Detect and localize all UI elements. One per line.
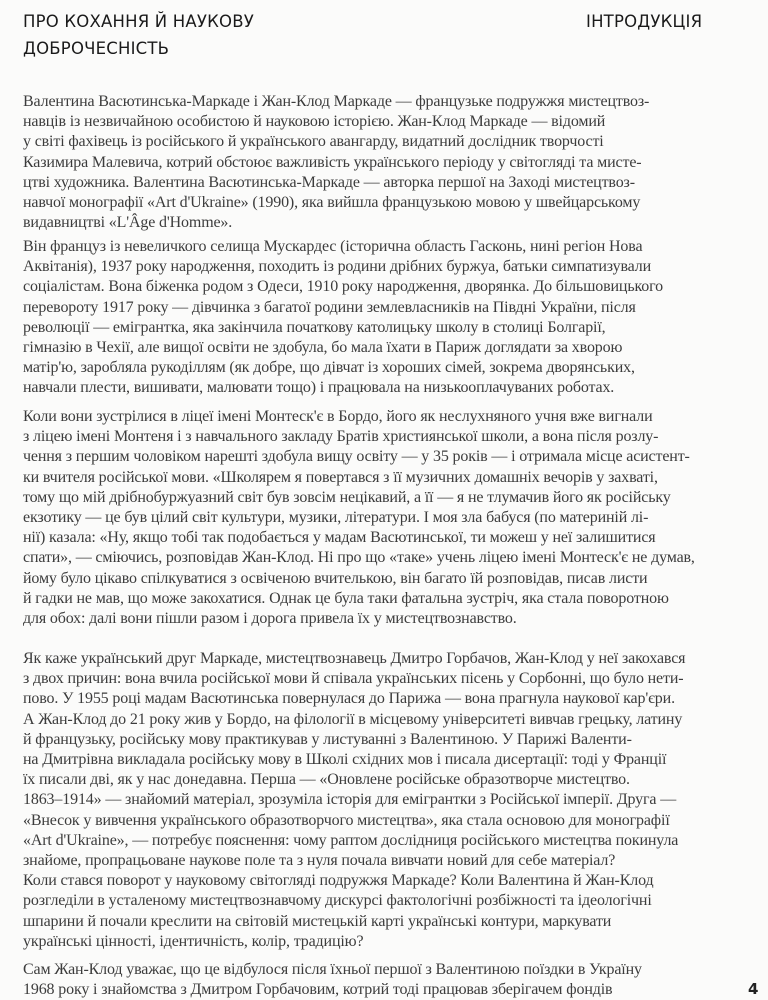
- text-line: видавництві «L'Âge d'Homme».: [23, 214, 233, 232]
- text-line: українські цінності, ідентичність, колір, традицію?: [23, 932, 364, 950]
- paragraph: [23, 237, 743, 399]
- text-line: перевороту 1917 року — дівчинка з багатої родини землевласників на Півдні України, після: [23, 298, 636, 316]
- text-line: «Внесок у вивчення українського образотворчого мистецтва», яка стала основою для монографії: [23, 811, 670, 829]
- text-line: Коли стався поворот у науковому світогляді подружжя Маркаде? Коли Валентина й Жан-Клод: [23, 872, 654, 890]
- text-line: Як каже український друг Маркаде, мистецтвознавець Дмитро Горбачов, Жан-Клод у неї закохався: [23, 650, 686, 667]
- chapter-title: [23, 8, 254, 62]
- text-line: з двох причин: вона вчила російської мови й співала українських пісень у Сорбонні, що було нети-: [23, 670, 684, 688]
- text-line: знайоме, пропрацьоване наукове поле та з нуля почала вивчати новий для себе матеріал?: [23, 852, 616, 870]
- text-line: йому було цікаво спілкуватися з освіченою вчителькою, він багато їй розповідав, писав листи: [23, 569, 648, 587]
- text-line: 1968 року і знайомства з Дмитром Горбачовим, котрий тоді працював зберігачем фондів: [23, 981, 613, 999]
- text-line: ки вчителя російської мови. «Школярем я повертався з її музичних домашніх вечорів у захваті,: [23, 468, 658, 486]
- text-line: цтві художника. Валентина Васютинська-Маркаде — авторка першої на Заході мистецтвоз-: [23, 173, 635, 191]
- text-line: «Art d'Ukraine», — потребує пояснення: чому раптом дослідниця російського мистецтва покинула: [23, 831, 679, 849]
- text-line: пово. У 1955 році мадам Васютинська повернулася до Парижа — вона прагнула наукової кар'єри.: [23, 690, 675, 708]
- text-line: їх писали дві, як у нас донедавна. Перша — «Оновлене російське образотворче мистецтво.: [23, 771, 630, 789]
- chapter-title-line: ДОБРОЧЕСНІСТЬ: [23, 39, 170, 58]
- text-line: А Жан-Клод до 21 року жив у Бордо, на філології в місцевому університеті вивчав грецьку, латину: [23, 710, 683, 728]
- text-line: Коли вони зустрілися в ліцеї імені Монтеск'є в Бордо, його як неслухняного учня вже вигнали: [23, 408, 653, 425]
- text-line: нії) казала: «Ну, якщо тобі так подобається у мадам Васютинської, ти можеш у неї залишитися: [23, 529, 656, 547]
- text-line: соціалістам. Вона біженка родом з Одеси, 1910 року народження, дворянка. До більшовицького: [23, 278, 663, 296]
- text-line: й французьку, російську мову практикував у листуванні з Валентиною. У Парижі Валенти-: [23, 730, 632, 748]
- text-line: тому що мій дрібнобуржуазний світ був зовсім нецікавий, а її — я не тлумачив його як російську: [23, 488, 671, 506]
- text-line: з ліцею імені Монтеня і з навчального закладу Братів християнської школи, а вона після розлу-: [23, 428, 659, 446]
- text-line: розгледіли в усталеному мистецтвознавчому дискурсі фактологічні розбіжності та ідеологічні: [23, 892, 652, 910]
- text-line: 1863–1914» — знайомий матеріал, зрозуміла історія для емігрантки з Російської імперії. Друга —: [23, 791, 677, 809]
- text-line: матір'ю, заробляла рукоділлям (як добре, що дівчат із хороших сімей, зокрема дворянських,: [23, 359, 635, 377]
- text-line: чення з першим чоловіком нарешті здобула вищу освіту — у 35 років — і отримала місце асистент-: [23, 448, 690, 466]
- text-line: для обох: далі вони пішли разом і дорога привела їх у мистецтвознавство.: [23, 610, 517, 628]
- text-line: навців із незвичайною особистою й науковою історією. Жан-Клод Маркаде — відомий: [23, 113, 606, 131]
- text-line: Аквітанія), 1937 року народження, походить із родини дрібних буржуа, батьки симпатизували: [23, 258, 651, 276]
- text-line: й гадки не мав, що може закохатися. Однак це була таки фатальна зустріч, яка стала поворотною: [23, 589, 669, 607]
- text-line: у світі фахівець із російського й українського авангарду, видатний дослідник творчості: [23, 133, 604, 151]
- text-line: на Дмитрівна викладала російську мову в Школі східних мов і писала дисертації: тоді у Франції: [23, 751, 667, 769]
- paragraph: [23, 960, 743, 1000]
- page-number: 4: [748, 980, 759, 998]
- paragraph: [23, 649, 743, 952]
- text-line: шпарини й почали креслити на світовій мистецькій карті українські контури, маркувати: [23, 912, 612, 930]
- text-line: навчої монографії «Art d'Ukraine» (1990), яка вийшла французькою мовою у швейцарському: [23, 194, 641, 212]
- text-line: Казимира Малевича, котрий обстоює важливість українського періоду у світогляді та мисте-: [23, 153, 642, 171]
- paragraph: [23, 92, 743, 233]
- text-line: Сам Жан-Клод уважає, що це відбулося після їхньої першої з Валентиною поїздки в Україну: [23, 961, 642, 978]
- text-line: Він француз із невеличкого селища Мускардес (історична область Гасконь, нині регіон Нова: [23, 238, 643, 255]
- text-line: революції — емігрантка, яка закінчила початкову католицьку школу в столиці Болгарії,: [23, 318, 606, 336]
- chapter-title-line: ПРО КОХАННЯ Й НАУКОВУ: [23, 12, 255, 31]
- text-line: навчали плести, вишивати, малювати тощо) і працювала на низькооплачуваних роботах.: [23, 379, 615, 397]
- text-line: екзотику — це був цілий світ культури, музики, літератури. І моя зла бабуся (по материній лі-: [23, 509, 649, 527]
- text-line: спати», — сміючись, розповідав Жан-Клод. Ні про що «таке» учень ліцею імені Монтеск'є не думав,: [23, 549, 695, 567]
- text-line: Валентина Васютинська-Маркаде і Жан-Клод Маркаде — французьке подружжя мистецтвоз-: [23, 93, 650, 110]
- paragraph: [23, 407, 743, 629]
- section-title: ІНТРОДУКЦІЯ: [586, 12, 703, 31]
- text-line: гімназію в Чехії, але вищої освіти не здобула, бо мала їхати в Париж доглядати за хворою: [23, 339, 623, 357]
